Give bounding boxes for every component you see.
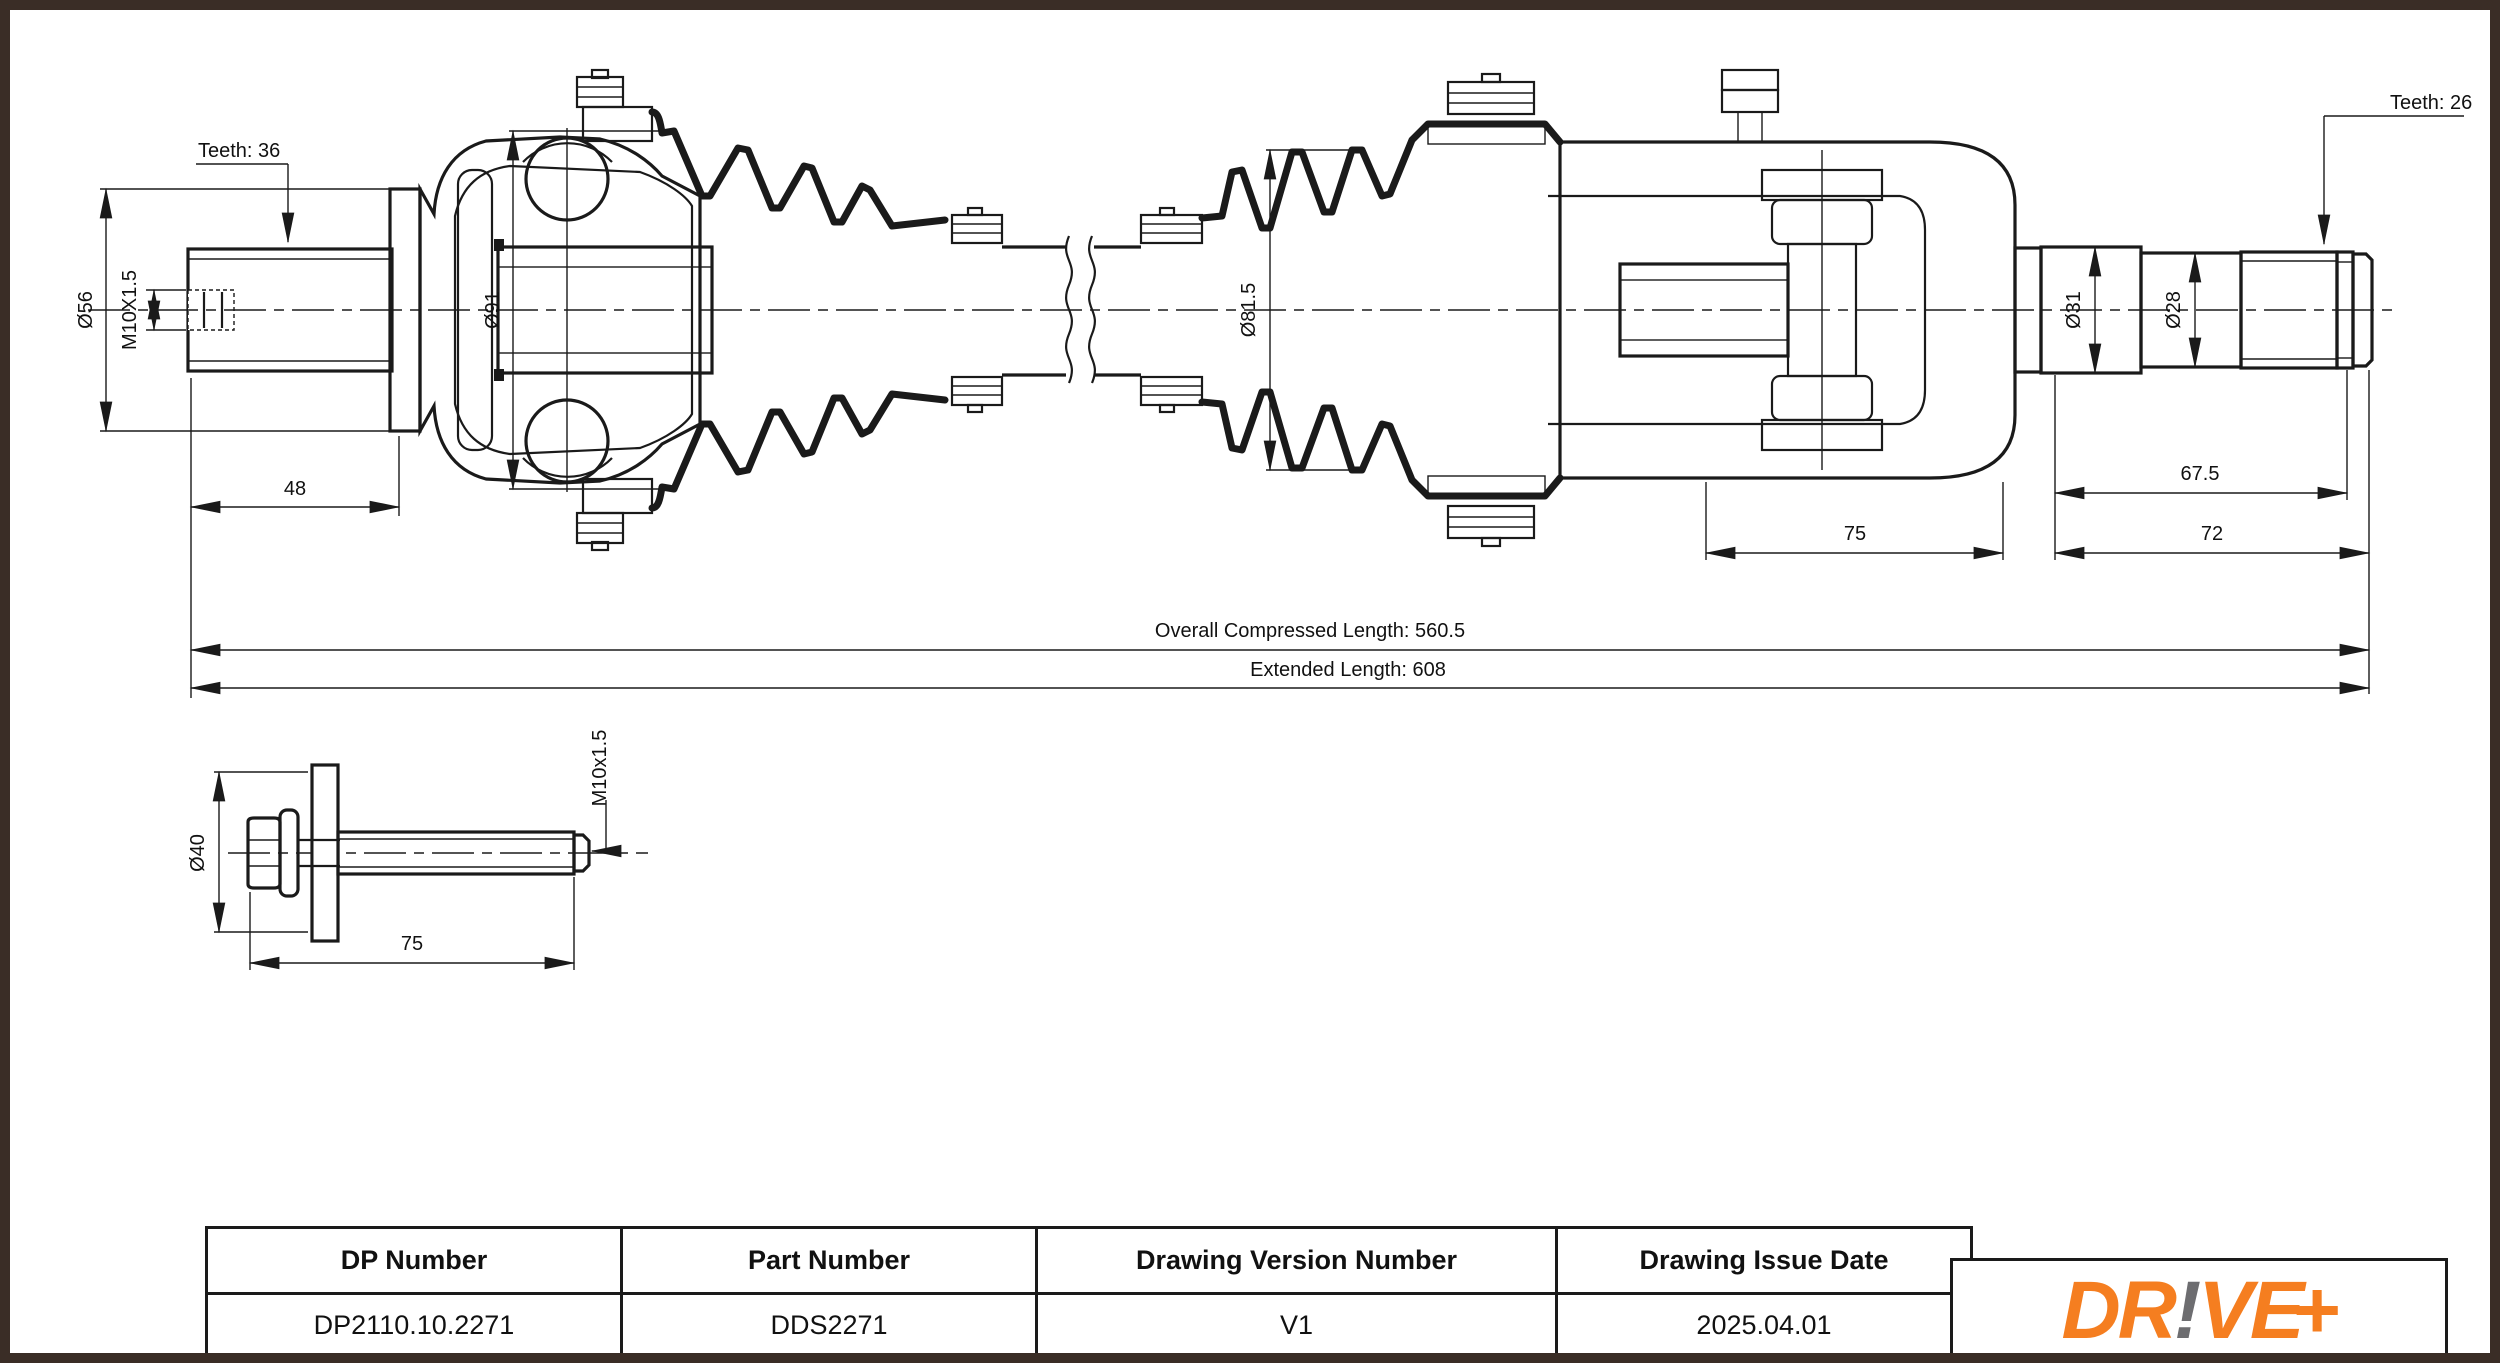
drive-plus-logo [1950, 1258, 2448, 1363]
logo-text-ve: VE [2198, 1265, 2302, 1356]
value-part-number: DDS2271 [622, 1293, 1037, 1359]
label-dia-outer-boot: Ø91 [482, 291, 504, 329]
inner-joint-housing [1548, 70, 2015, 478]
label-dim-75: 75 [1843, 523, 1867, 545]
header-part-number: Part Number [622, 1228, 1037, 1294]
axle-technical-drawing [10, 10, 2490, 1353]
outer-boot-big-clamp [577, 77, 623, 107]
label-dia-inner-boot: Ø81.5 [1238, 282, 1260, 338]
table-header-row [207, 1228, 1972, 1294]
value-issue-date: 2025.04.01 [1557, 1293, 1972, 1359]
label-dim-48: 48 [283, 478, 307, 500]
table-value-row [207, 1293, 1972, 1359]
inner-boot-big-clamp [1448, 82, 1534, 114]
logo-plus-icon: + [2291, 1265, 2337, 1356]
value-dp-number: DP2110.10.2271 [207, 1293, 622, 1359]
label-teeth-outer: Teeth: 36 [198, 140, 281, 162]
header-drawing-version: Drawing Version Number [1037, 1228, 1557, 1294]
title-block-table [205, 1226, 1950, 1360]
value-drawing-version: V1 [1037, 1293, 1557, 1359]
label-bolt-thread: M10x1.5 [589, 729, 611, 807]
logo-text-dr: DR [2061, 1265, 2174, 1356]
label-dim-72: 72 [2200, 523, 2224, 545]
label-bolt-75: 75 [400, 933, 424, 955]
label-overall-compressed: Overall Compressed Length: 560.5 [1154, 620, 1466, 642]
label-dia-hub: Ø56 [75, 291, 97, 329]
label-dim-675: 67.5 [2180, 463, 2220, 485]
label-bolt-dia40: Ø40 [187, 834, 209, 872]
outer-boot-small-clamp [952, 215, 1002, 243]
logo-exclamation: ! [2173, 1265, 2199, 1356]
label-extended: Extended Length: 608 [1250, 659, 1446, 681]
label-teeth-inner: Teeth: 26 [2390, 92, 2473, 114]
header-dp-number: DP Number [207, 1228, 622, 1294]
label-dia-31: Ø31 [2063, 291, 2085, 329]
label-thread-outer: M10X1.5 [119, 269, 141, 351]
housing-cap-detail [1722, 70, 1778, 90]
hub-bolt-detail [187, 730, 648, 970]
inner-boot-small-clamp [1141, 215, 1202, 243]
label-dia-28: Ø28 [2163, 291, 2185, 329]
header-issue-date: Drawing Issue Date [1557, 1228, 1972, 1294]
